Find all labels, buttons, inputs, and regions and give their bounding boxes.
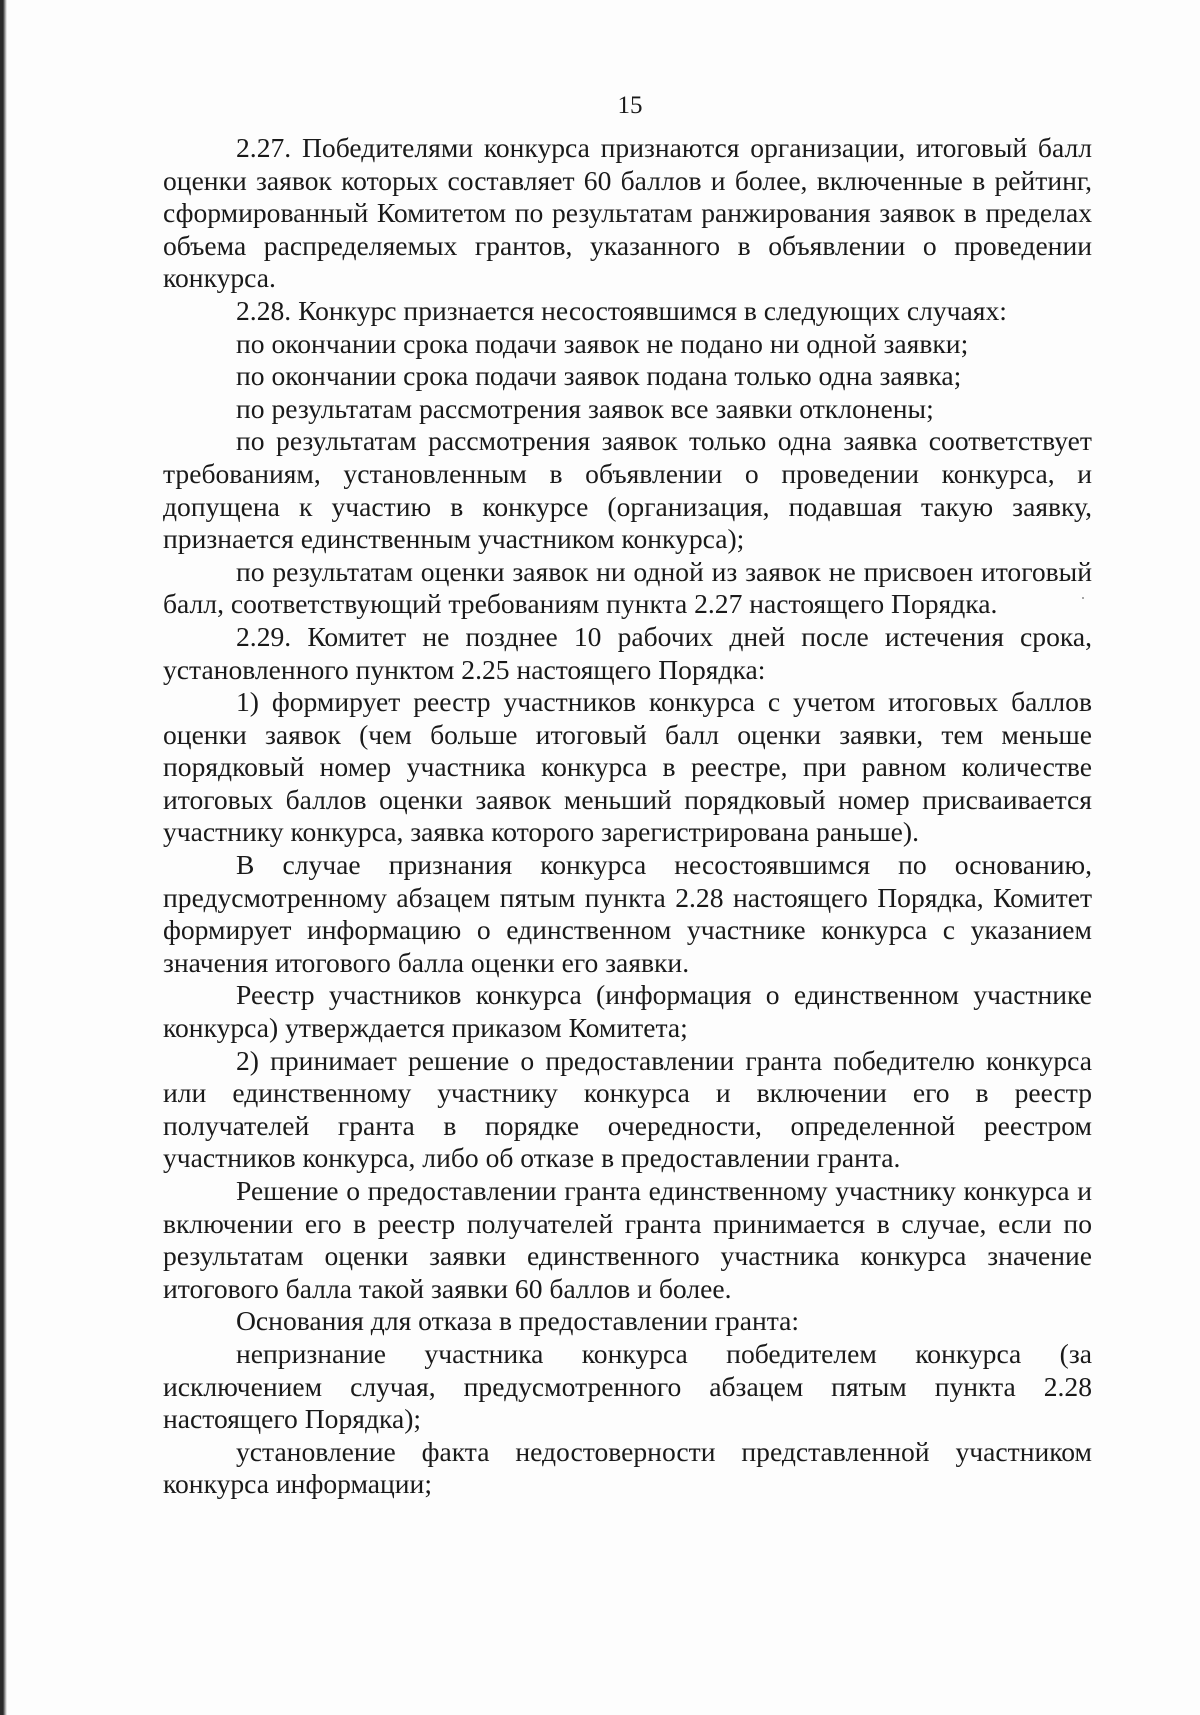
paragraph-2-28: 2.28. Конкурс признается несостоявшимся в следующих случаях: [236,294,1007,326]
paragraph-2-27: 2.27. Победителями конкурса признаются организации, итоговый балл оценки заявок которых составляет 60 баллов и более, включенные в рейтинг, сформированный Комитетом по результатам ранжирования заявок в пределах объема распределяемых грантов, указанного в объявлении о проведении конкурса. [163,132,1092,294]
paragraph-ground-not-winner: непризнание участника конкурса победителем конкурса (за исключением случая, предусмотренного абзацем пятым пункта 2.28 настоящего Порядка); [163,1337,1092,1435]
paragraph-case-no-applications: по окончании срока подачи заявок не подано ни одной заявки; [236,327,969,359]
paragraph-case-no-score: по результатам оценки заявок ни одной из заявок не присвоен итоговый балл, соответствующий требованиям пункта 2.27 настоящего Порядка. [163,555,1092,620]
paragraph-refusal-grounds: Основания для отказа в предоставлении гранта: [236,1305,800,1337]
paragraph-case-one-compliant: по результатам рассмотрения заявок только одна заявка соответствует требованиям, установленным в объявлении о проведении конкурса, и допущена к участию в конкурсе (организация, подавшая такую заявку, признается единственным участником конкурса); [163,425,1092,555]
paragraph-ground-false-info: установление факта недостоверности представленной участником конкурса информации; [163,1435,1092,1500]
scan-edge-shadow [0,0,7,1715]
paragraph-item-1: 1) формирует реестр участников конкурса с учетом итоговых баллов оценки заявок (чем больше итоговый балл оценки заявки, тем меньше порядковый номер участника конкурса в реестре, при равном количестве итоговых баллов оценки заявок меньший порядковый номер присваивается участнику конкурса, заявка которого зарегистрирована раньше). [163,686,1092,848]
paragraph-case-one-application: по окончании срока подачи заявок подана только одна заявка; [236,360,962,392]
paragraph-case-all-rejected: по результатам рассмотрения заявок все заявки отклонены; [236,392,934,424]
paragraph-failed-contest: В случае признания конкурса несостоявшимся по основанию, предусмотренному абзацем пятым пункта 2.28 настоящего Порядка, Комитет формирует информацию о единственном участнике конкурса с указанием значения итогового балла оценки его заявки. [163,849,1092,978]
document-body [163,132,1092,1501]
page-number: 15 [617,92,643,119]
paragraph-2-29: 2.29. Комитет не позднее 10 рабочих дней после истечения срока, установленного пунктом 2.25 настоящего Порядка: [163,620,1092,685]
paragraph-item-2: 2) принимает решение о предоставлении гранта победителю конкурса или единственному участнику конкурса и включении его в реестр получателей гранта в порядке очередности, определенной реестром участников конкурса, либо об отказе в предоставлении гранта. [163,1044,1092,1174]
paragraph-single-participant-decision: Решение о предоставлении гранта единственному участнику конкурса и включении его в реестр получателей гранта принимается в случае, если по результатам оценки заявки единственного участника конкурса значение итогового балла такой заявки 60 баллов и более. [163,1175,1092,1304]
paragraph-registry-approval: Реестр участников конкурса (информация о единственном участнике конкурса) утверждается приказом Комитета; [163,979,1092,1044]
